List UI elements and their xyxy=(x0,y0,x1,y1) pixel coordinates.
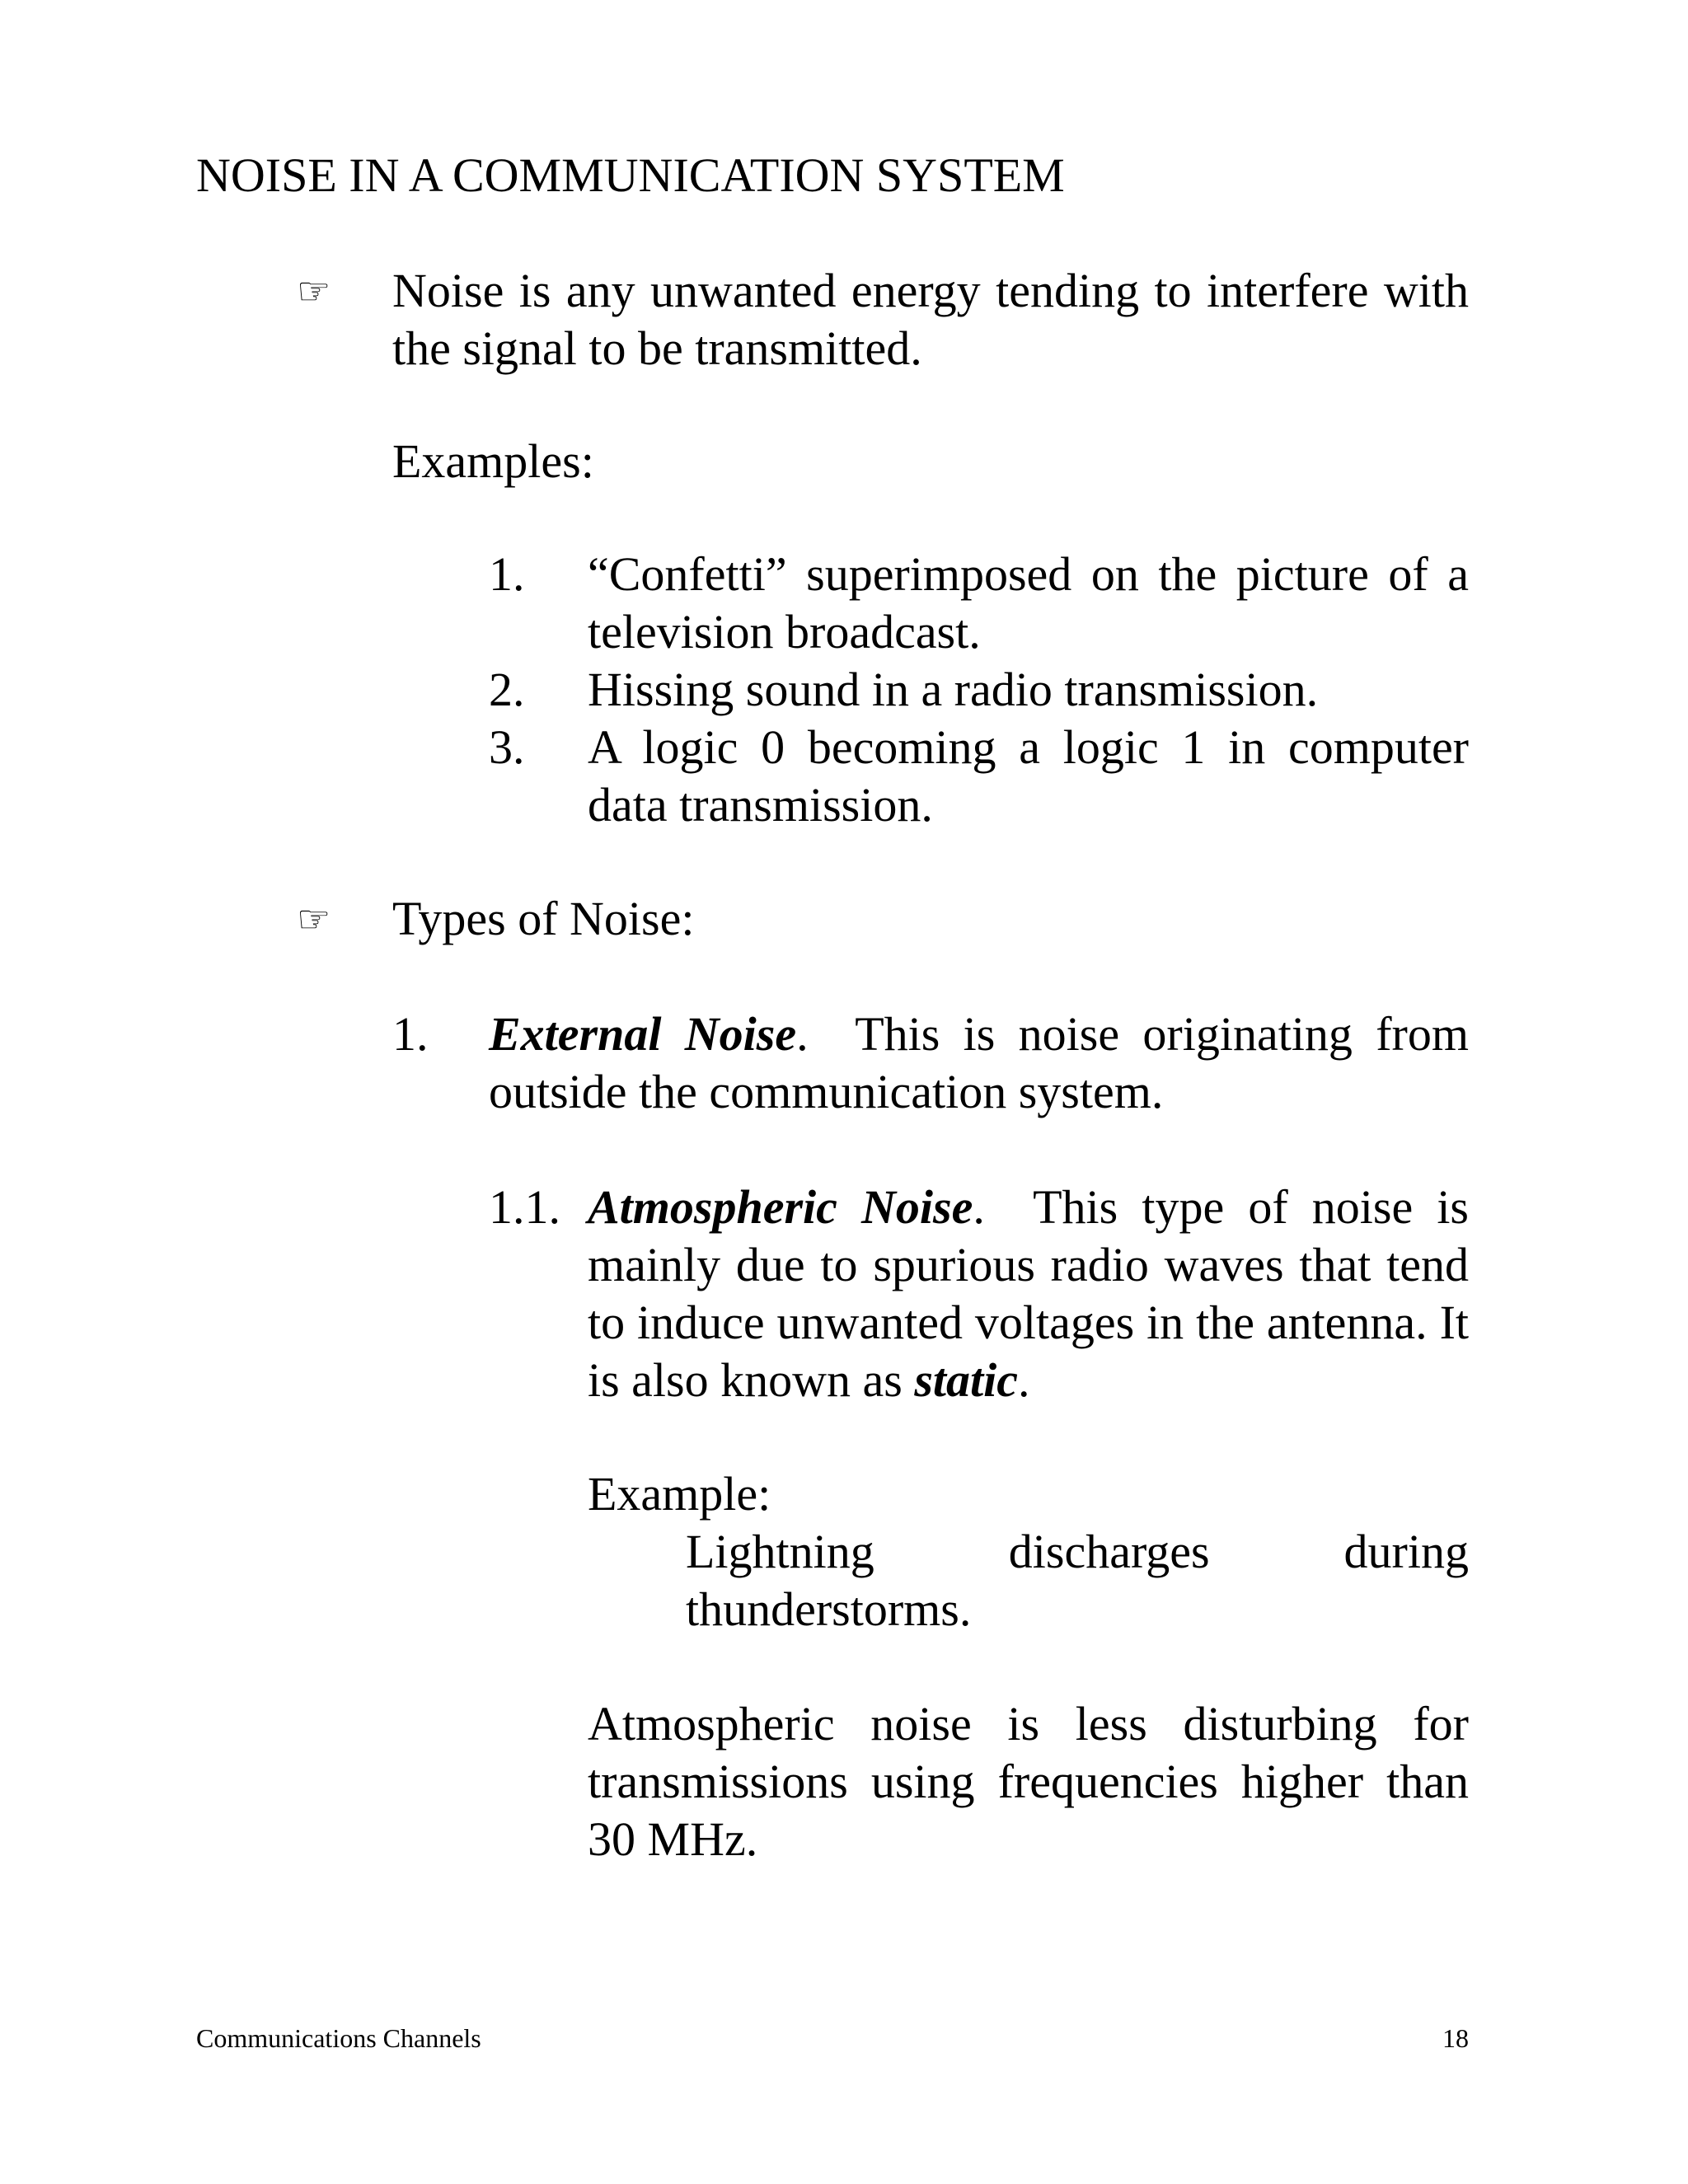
atmospheric-noise-description: This type of noise is mainly due to spurious radio waves that tend to induce unwanted voltages in the antenna. It is also known as xyxy=(588,1180,1470,1407)
example-number-2: 2. xyxy=(489,663,525,716)
atmospheric-noise-paragraph xyxy=(588,1179,1469,1409)
atmospheric-noise-term-period: . xyxy=(973,1180,985,1234)
page-number: 18 xyxy=(1442,2023,1469,2053)
thunderstorms-line: thunderstorms. xyxy=(686,1582,972,1636)
static-term-period: . xyxy=(1018,1353,1030,1407)
example-item-3: A logic 0 becoming a logic 1 in computer data transmission. xyxy=(588,720,1469,832)
atmospheric-noise-note: Atmospheric noise is less disturbing for transmissions using frequencies higher than 30 MHz. xyxy=(588,1697,1469,1866)
page-title: NOISE IN A COMMUNICATION SYSTEM xyxy=(196,148,1065,202)
example-item-2: Hissing sound in a radio transmission. xyxy=(588,663,1319,716)
external-noise-term-period: . xyxy=(796,1007,809,1061)
external-noise-term: External Noise xyxy=(489,1007,797,1061)
example-number-1: 1. xyxy=(489,547,525,601)
example-number-3: 3. xyxy=(489,720,525,774)
static-term: static xyxy=(914,1353,1018,1407)
type-number-1-1: 1.1. xyxy=(489,1180,560,1234)
example-item-1: “Confetti” superimposed on the picture of a television broadcast. xyxy=(588,547,1469,658)
types-of-noise-heading: Types of Noise: xyxy=(392,892,695,945)
lightning-word: Lightning xyxy=(686,1525,874,1578)
examples-label: Examples: xyxy=(392,434,594,488)
atmospheric-noise-term: Atmospheric Noise xyxy=(588,1180,973,1234)
lightning-example-line xyxy=(686,1523,1469,1581)
external-noise-description: This is noise originating from outside the communication system. xyxy=(489,1007,1469,1118)
footer-chapter-title: Communications Channels xyxy=(196,2023,481,2053)
during-word: during xyxy=(1343,1525,1469,1578)
bullet-noise-definition: Noise is any unwanted energy tending to interfere with the signal to be transmitted. xyxy=(392,264,1469,375)
discharges-word: discharges xyxy=(1008,1525,1210,1578)
type-number-1: 1. xyxy=(392,1007,429,1061)
example-label: Example: xyxy=(588,1467,771,1521)
pointing-hand-icon: ☞ xyxy=(297,897,331,941)
external-noise-paragraph xyxy=(489,1005,1469,1121)
pointing-hand-icon: ☞ xyxy=(297,269,331,313)
